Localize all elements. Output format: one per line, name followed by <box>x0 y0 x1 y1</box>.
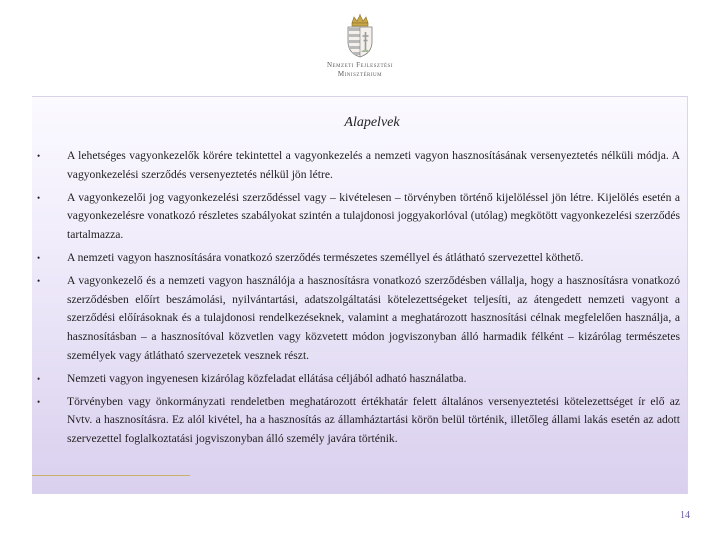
list-item <box>34 249 680 268</box>
list-item-text: A nemzeti vagyon hasznosítására vonatkozó szerződés természetes személlyel és átlátható szervezettel köthető. <box>67 250 584 264</box>
list-item <box>34 272 680 366</box>
list-item-text: A lehetséges vagyonkezelők körére tekintettel a vagyonkezelés a nemzeti vagyon hasznosításának versenyeztetés nélküli módja. A vagyonkezelési szerződés versenyeztetés nélkül jön létre. <box>67 149 680 181</box>
bullet-icon: • <box>37 151 41 161</box>
ministry-logo <box>0 14 720 78</box>
list-item-text: A vagyonkezelő és a nemzeti vagyon használója a hasznosításra vonatkozó szerződésben vállalja, hogy a hasznosításra vonatkozó szerződésben előírt beszámolási, nyilvántartási, adatszolgáltatási kötelezettségeket teljesíti, az átengedett nemzeti vagyont a szerződési előírásoknak és a tulajdonosi rendelkezéseknek, valamint a meghatározott hasznosítási célnak megfelelően használja, a hasznosításban – a hasznosítóval közvetlen vagy közvetett módon jogviszonyban álló harmadik félként – kizárólag természetes személyek vagy átlátható szervezetek vesznek részt. <box>67 273 680 362</box>
bullet-icon: • <box>37 275 41 286</box>
bullet-icon: • <box>37 252 41 263</box>
slide-title: Alapelvek <box>344 115 400 130</box>
list-item <box>34 147 680 185</box>
bullet-icon: • <box>37 396 41 407</box>
list-item-text: Törvényben vagy önkormányzati rendeletben meghatározott értékhatár felett általános versenyeztetési kötelezettséget ír elő az Nvtv. a hasznosításra. Ez alól kivétel, ha a hasznosítás az államháztartási körön belül történik, illetőleg állami lakás esetén az adott szervezettel foglalkoztatási jogviszonyban álló személy javára történik. <box>67 394 680 446</box>
ministry-name-line2: Minisztérium <box>337 69 383 78</box>
list-item-text: A vagyonkezelői jog vagyonkezelési szerződéssel vagy – kivételesen – törvényben történő kijelöléssel jön létre. Kijelölés esetén a vagyonkezelésre vonatkozó részletes szabályokat szintén a tulajdonosi joggyakorlóval (utólag) megkötött vagyonkezelési szerződés tartalmazza. <box>67 190 680 242</box>
ministry-name-line1: Nemzeti Fejlesztési <box>326 61 394 69</box>
list-item <box>34 393 680 449</box>
decorative-rule <box>32 475 190 476</box>
principles-list <box>34 147 680 453</box>
list-item <box>34 189 680 245</box>
bullet-icon: • <box>37 373 41 384</box>
list-item <box>34 370 680 389</box>
coat-of-arms-icon <box>343 14 377 58</box>
ministry-name <box>327 61 393 78</box>
list-item-text: Nemzeti vagyon ingyenesen kizárólag közfeladat ellátása céljából adható használatba. <box>67 371 467 385</box>
bullet-icon: • <box>37 192 41 203</box>
page-number: 14 <box>680 510 690 521</box>
